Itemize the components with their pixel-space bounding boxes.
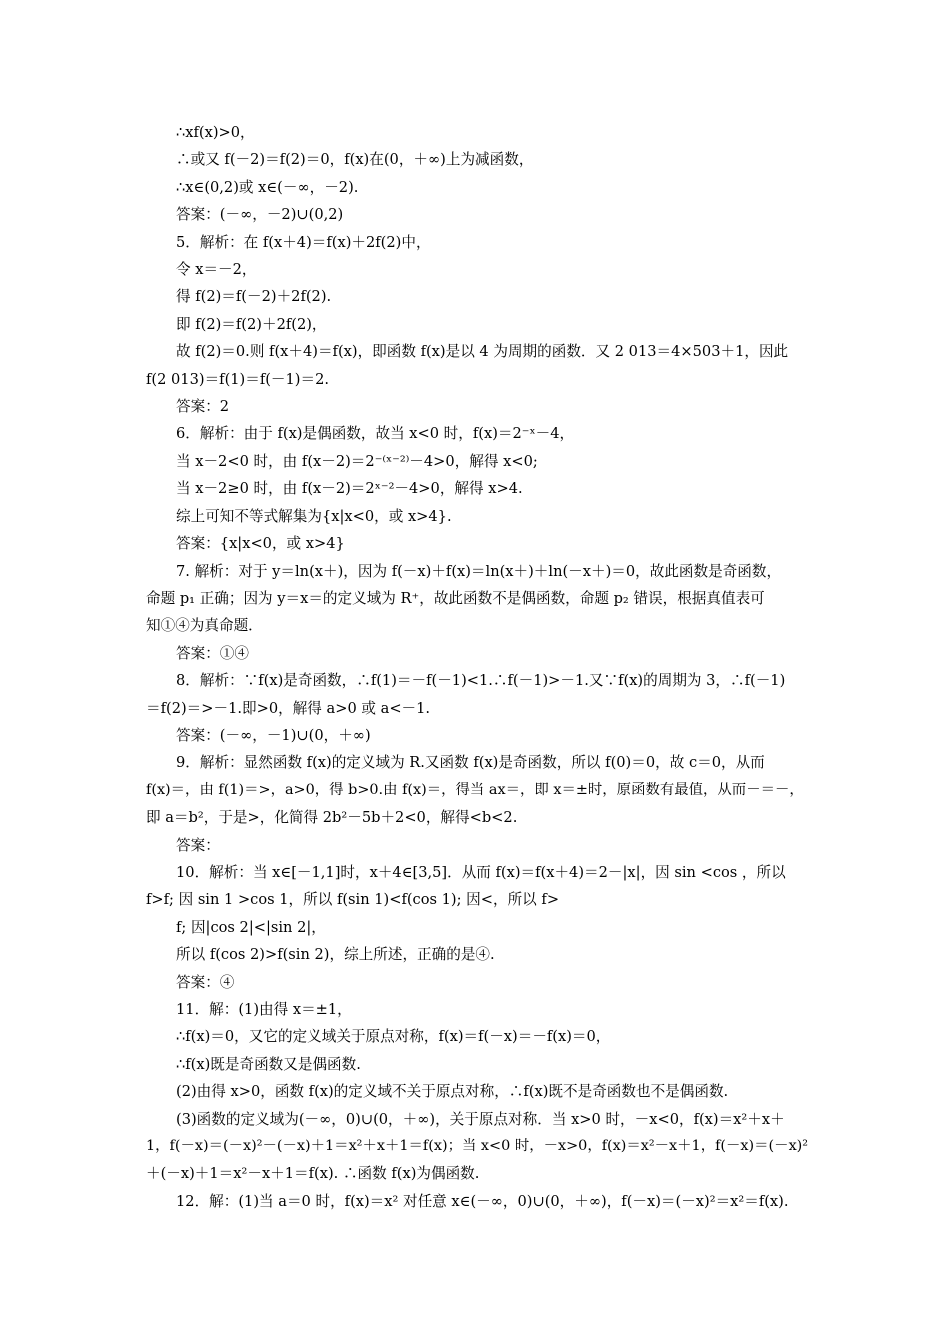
text-line: (3)函数的定义域为(－∞，0)∪(0，＋∞)，关于原点对称．当 x>0 时，－x<0，f(x)＝x²＋x＋	[176, 1110, 785, 1128]
text-line: 1，f(－x)＝(－x)²－(－x)＋1＝x²＋x＋1＝f(x)；当 x<0 时，－x>0，f(x)＝x²－x＋1，f(－x)＝(－x)²	[146, 1138, 808, 1155]
text-line: 知①④为真命题．	[146, 617, 263, 635]
answer-line: 答案：(－∞，－1)∪(0，＋∞)	[176, 726, 371, 744]
text-line: 所以 f(cos 2)>f(sin 2)，综上所述，正确的是④.	[176, 946, 495, 964]
text-line: 即 a＝b²，于是>，化简得 2b²－5b＋2<0，解得<b<2.	[146, 809, 518, 827]
answer-line: 答案：①④	[176, 644, 249, 662]
text-line: ∴或又 f(－2)＝f(2)＝0，f(x)在(0，＋∞)上为减函数，	[176, 151, 534, 169]
solution-text	[146, 119, 808, 1215]
problem-11-heading: 11．解：(1)由得 x＝±1，	[176, 1001, 352, 1018]
text-line: f(2 013)＝f(1)＝f(－1)＝2.	[146, 370, 330, 388]
text-line: 故 f(2)＝0.则 f(x＋4)＝f(x)，即函数 f(x)是以 4 为周期的函数．又 2 013＝4×503＋1，因此	[176, 343, 789, 361]
text-line: 即 f(2)＝f(2)＋2f(2)，	[176, 315, 327, 333]
answer-line: 答案：(－∞，－2)∪(0,2)	[176, 206, 344, 224]
text-line: 当 x－2<0 时，由 f(x－2)＝2⁻⁽ˣ⁻²⁾－4>0，解得 x<0;	[176, 452, 538, 470]
text-line: 当 x－2≥0 时，由 f(x－2)＝2ˣ⁻²－4>0，解得 x>4.	[176, 480, 523, 498]
text-line: ∴xf(x)>0，	[176, 124, 255, 141]
problem-5-heading: 5．解析：在 f(x＋4)＝f(x)＋2f(2)中，	[176, 233, 431, 251]
problem-12-heading: 12．解：(1)当 a＝0 时，f(x)＝x² 对任意 x∈(－∞，0)∪(0，＋∞)，f(－x)＝(－x)²＝x²＝f(x).	[176, 1192, 789, 1210]
text-line: f; 因|cos 2|<|sin 2|，	[176, 918, 326, 936]
text-line: 令 x＝－2，	[176, 261, 257, 279]
answer-line: 答案：{x|x<0，或 x>4}	[176, 535, 345, 553]
text-line: ∴f(x)既是奇函数又是偶函数.	[176, 1055, 361, 1073]
text-line: 综上可知不等式解集为{x|x<0，或 x>4}.	[176, 507, 452, 525]
text-line: ∴f(x)＝0，又它的定义域关于原点对称，f(x)＝f(－x)＝－f(x)＝0，	[176, 1028, 611, 1046]
text-line: f(x)＝，由 f(1)＝>，a>0，得 b>0.由 f(x)＝，得当 ax＝，即 x＝±时，原函数有最值，从而－＝－，	[146, 781, 804, 798]
text-line: ∴x∈(0,2)或 x∈(－∞，－2).	[176, 178, 359, 196]
problem-6-heading: 6．解析：由于 f(x)是偶函数，故当 x<0 时，f(x)＝2⁻ˣ－4，	[176, 425, 575, 443]
text-line: (2)由得 x>0，函数 f(x)的定义域不关于原点对称，∴f(x)既不是奇函数也不是偶函数.	[176, 1083, 729, 1101]
text-line: 命题 p₁ 正确；因为 y＝x＝的定义域为 R⁺，故此函数不是偶函数，命题 p₂ 错误，根据真值表可	[146, 589, 765, 607]
problem-9-heading: 9．解析：显然函数 f(x)的定义域为 R.又函数 f(x)是奇函数，所以 f(0)＝0，故 c＝0，从而	[176, 754, 765, 772]
text-line: 得 f(2)＝f(－2)＋2f(2).	[176, 288, 332, 306]
problem-8-heading: 8．解析：∵f(x)是奇函数，∴f(1)＝－f(－1)<1.∴f(－1)>－1.又∵f(x)的周期为 3，∴f(－1)	[176, 672, 786, 690]
text-line: ＋(－x)＋1＝x²－x＋1＝f(x). ∴函数 f(x)为偶函数.	[146, 1165, 480, 1183]
problem-7-heading: 7. 解析：对于 y＝ln(x＋)，因为 f(－x)＋f(x)＝ln(x＋)＋ln(－x＋)＝0，故此函数是奇函数，	[176, 562, 782, 580]
text-line: ＝f(2)＝>－1.即>0，解得 a>0 或 a<－1.	[146, 699, 431, 717]
answer-line: 答案：2	[176, 398, 230, 416]
problem-10-heading: 10．解析：当 x∈[－1,1]时，x＋4∈[3,5]．从而 f(x)＝f(x＋4)＝2－|x|，因 sin <cos ，所以	[176, 863, 786, 881]
answer-line: 答案：④	[176, 973, 235, 991]
answer-line: 答案：	[176, 836, 220, 854]
text-line: f>f; 因 sin 1 >cos 1，所以 f(sin 1)<f(cos 1); 因<，所以 f>	[146, 891, 560, 909]
